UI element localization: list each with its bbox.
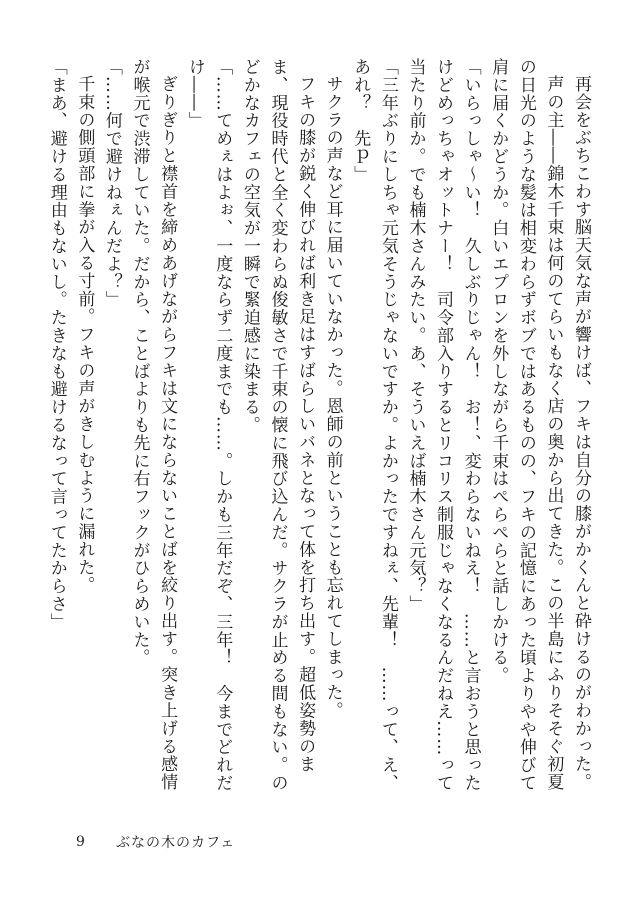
paragraph-7-dialogue: 「……てめぇはよぉ、一度ならず二度までも……。しかも三年だぞ、三年！ 今までどれだけ――」: [184, 58, 233, 792]
paragraph-8: ぎりぎりと襟首を締めあげながらフキは文にならないことばを絞り出す。突き上げる感情が喉元で渋滞していた。だから、ことばよりも先に右フックがひらめいた。: [129, 58, 178, 791]
page-footer: [76, 832, 235, 852]
book-title: ぶなの木のカフェ: [116, 835, 236, 851]
paragraph-11-dialogue: 「まあ、避ける理由もないし。たきなも避けるなって言ってたからさ」: [46, 58, 67, 631]
paragraph-5: サクラの声など耳に届いていなかった。恩師の前ということも忘れてしまった。: [322, 75, 343, 720]
paragraph-2: 声の主――錦木千束は何のてらいもなく店の奥から出てきた。この半島にふりそそぐ初夏の日光のような髪は相変わらずボブではあるものの、フキの記憶にあった頃よりやや伸びて肩に届くかどうか。白いエプロンを外しながら千束はぺらぺらと話しかける。: [488, 58, 564, 792]
paragraph-1: 再会をぶちこわす脳天気な声が響けば、フキは自分の膝がかくんと砕けるのがわかった。: [571, 75, 591, 791]
paragraph-4-dialogue: 「三年ぶりにしちゃ元気そうじゃないですか。よかったですねぇ、先輩！ ……って、え、あれ？ 先ｐ」: [350, 58, 398, 792]
paragraph-10: 千束の側頭部に拳が入る寸前。フキの声がきしむように漏れた。: [74, 75, 95, 595]
paragraph-9-dialogue: 「……何で避けねぇんだよ？」: [101, 58, 122, 309]
vertical-text-body: [46, 58, 594, 803]
paragraph-3-dialogue: 「いらっしゃ〜い！ 久しぶりじゃん！ お！、変わらないねえ！ ……と言おうと思ったけどめっちゃオットナー！ 司令部入りするとリコリス制服じゃなくなるんだねえ……って当たり前か。でも楠木さんみたい。あ、そういえば楠木さん元気？」: [405, 58, 481, 792]
page-number: 9: [76, 834, 85, 850]
paragraph-6: フキの膝が鋭く伸びれば利き足はすばらしいバネとなって体を打ち出す。超低姿勢のまま、現役時代と全く変わらぬ俊敏さで千束の懐に飛び込んだ。サクラが止める間もない。のどかなカフェの空気が一瞬で緊迫感に染まる。: [239, 58, 316, 792]
